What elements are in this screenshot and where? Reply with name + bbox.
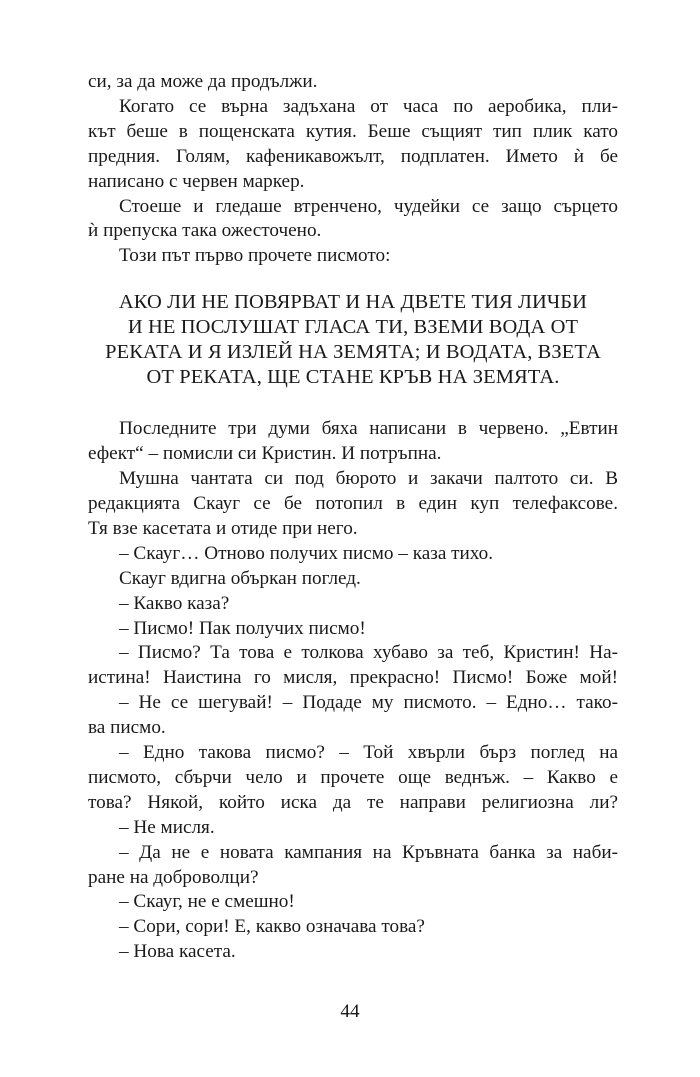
text-line: – Да не е новата кампания на Кръвната банка за наби-: [119, 841, 618, 863]
text-line: ефект“ – помисли си Кристин. И потръпна.: [88, 443, 442, 465]
paragraph: [88, 567, 618, 592]
paragraph: [88, 841, 618, 891]
text-line: Последните три думи бяха написани в червено. „Евтин: [119, 418, 618, 440]
paragraph: [88, 542, 618, 567]
text-line: ране на доброволци?: [88, 866, 259, 888]
paragraph: [88, 592, 618, 617]
paragraph: [88, 244, 618, 269]
text-line: Мушна чантата си под бюрото и закачи палтото си. В: [119, 468, 618, 490]
text-line: истина! Наистина го мисля, прекрасно! Писмо! Боже мой!: [88, 667, 618, 689]
text-line: – Писмо! Пак получих писмо!: [119, 617, 366, 639]
epigraph-line: РЕКАТА И Я ИЗЛЕЙ НА ЗЕМЯТА; И ВОДАТА, ВЗЕТА: [105, 341, 601, 364]
text-line: Тя взе касетата и отиде при него.: [88, 517, 358, 539]
text-line: ва писмо.: [88, 717, 166, 739]
text-line: Когато се върна задъхана от часа по аеробика, пли-: [119, 95, 618, 117]
page-number: 44: [340, 1001, 360, 1022]
text-line: Този път първо прочете писмото:: [119, 245, 391, 267]
paragraph: [88, 617, 618, 642]
text-line: – Скауг, не е смешно!: [119, 891, 295, 913]
text-line: писмото, сбърчи чело и прочете още веднъж. – Какво е: [88, 766, 618, 788]
paragraph: [88, 890, 618, 915]
text-line: – Не се шегувай! – Подаде му писмото. – Едно… тако-: [119, 692, 618, 714]
paragraph: [88, 940, 618, 965]
epigraph-line: И НЕ ПОСЛУШАТ ГЛАСА ТИ, ВЗЕМИ ВОДА ОТ: [127, 316, 579, 339]
text-line: Стоеше и гледаше втренчено, чудейки се защо сърцето: [119, 195, 618, 217]
paragraph: [88, 691, 618, 741]
text-line: си, за да може да продължи.: [88, 71, 318, 92]
text-line: – Нова касета.: [119, 941, 236, 963]
epigraph-quote: [88, 290, 618, 390]
text-line: – Какво каза?: [119, 592, 230, 614]
text-line: редакцията Скауг се бе потопил в един куп телефаксове.: [88, 492, 618, 514]
paragraph: [88, 641, 618, 691]
epigraph-line: ОТ РЕКАТА, ЩЕ СТАНЕ КРЪВ НА ЗЕМЯТА.: [146, 366, 560, 389]
text-line: – Сори, сори! Е, какво означава това?: [119, 916, 425, 938]
paragraph: [88, 915, 618, 940]
text-line: написано с червен маркер.: [88, 170, 305, 192]
text-line: ѝ препуска така ожесточено.: [88, 220, 322, 242]
text-line: кът беше в пощенската кутия. Беше същият тип плик като: [88, 120, 618, 142]
paragraph: [88, 816, 618, 841]
text-line: Скауг вдигна объркан поглед.: [119, 567, 361, 589]
paragraph: [88, 417, 618, 467]
text-line: това? Някой, който иска да те направи религиозна ли?: [88, 791, 618, 813]
text-line: – Писмо? Та това е толкова хубаво за теб, Кристин! На-: [119, 642, 618, 664]
text-line: – Не мисля.: [119, 816, 215, 838]
text-line: – Скауг… Отново получих писмо – каза тихо.: [119, 542, 494, 564]
paragraph: [88, 467, 618, 542]
paragraph: [88, 195, 618, 245]
text-line: – Едно такова писмо? – Той хвърли бърз поглед на: [119, 742, 618, 764]
epigraph-line: АКО ЛИ НЕ ПОВЯРВАТ И НА ДВЕТЕ ТИЯ ЛИЧБИ: [118, 291, 588, 314]
text-line: предния. Голям, кафеникавожълт, подплатен. Името ѝ бе: [88, 145, 618, 167]
paragraph: [88, 741, 618, 816]
book-page-body: [88, 70, 618, 965]
paragraph: [88, 70, 618, 95]
paragraph: [88, 95, 618, 195]
